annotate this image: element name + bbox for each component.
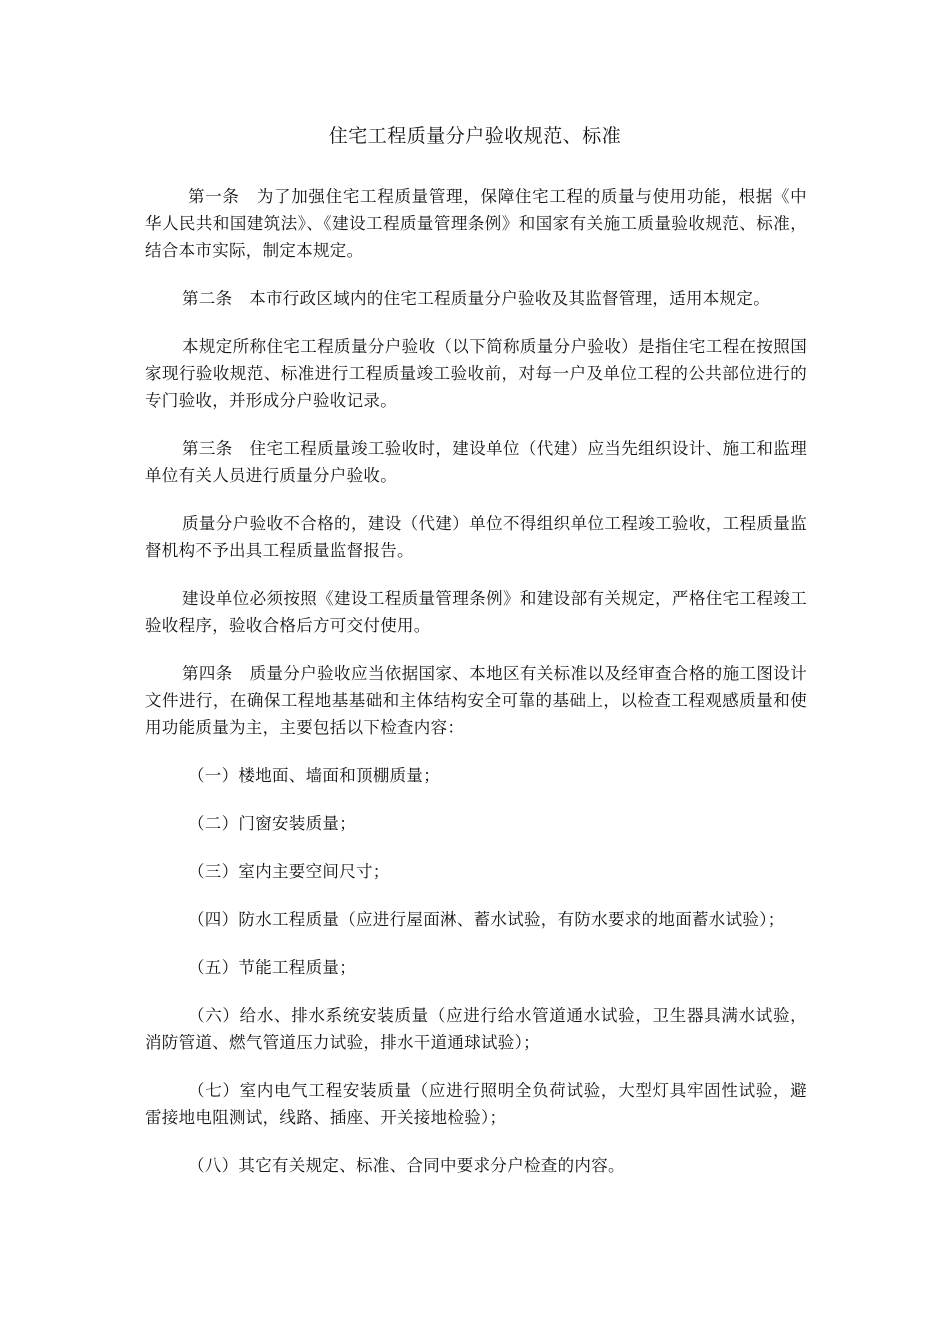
list-item-6: （六）给水、排水系统安装质量（应进行给水管道通水试验，卫生器具满水试验，消防管道、燃气管道压力试验，排水干道通球试验）；: [145, 1006, 807, 1052]
list-item-7: （七）室内电气工程安装质量（应进行照明全负荷试验，大型灯具牢固性试验，避雷接地电阻测试，线路、插座、开关接地检验）；: [145, 1081, 807, 1127]
paragraph-definition: 本规定所称住宅工程质量分户验收（以下简称质量分户验收）是指住宅工程在按照国家现行验收规范、标准进行工程质量竣工验收前，对每一户及单位工程的公共部位进行的专门验收，并形成分户验收记录。: [145, 337, 807, 410]
list-item-1: （一）楼地面、墙面和顶棚质量；: [188, 766, 440, 785]
paragraph-article-1: 第一条 为了加强住宅工程质量管理，保障住宅工程的质量与使用功能，根据《中华人民共和国建筑法》、《建设工程质量管理条例》和国家有关施工质量验收规范、标准，结合本市实际，制定本规定。: [145, 187, 807, 260]
paragraph-article-2: 第二条 本市行政区域内的住宅工程质量分户验收及其监督管理，适用本规定。: [182, 289, 770, 308]
list-item-4: （四）防水工程质量（应进行屋面淋、蓄水试验，有防水要求的地面蓄水试验）；: [188, 910, 785, 929]
list-item-3: （三）室内主要空间尺寸；: [188, 862, 390, 881]
document-body: [145, 183, 807, 1200]
document-title: 住宅工程质量分户验收规范、标准: [328, 125, 622, 147]
paragraph-procedure: 建设单位必须按照《建设工程质量管理条例》和建设部有关规定，严格住宅工程竣工验收程序，验收合格后方可交付使用。: [145, 589, 807, 635]
list-item-8: （八）其它有关规定、标准、合同中要求分户检查的内容。: [188, 1156, 625, 1175]
paragraph-failure-rule: 质量分户验收不合格的，建设（代建）单位不得组织单位工程竣工验收，工程质量监督机构不予出具工程质量监督报告。: [145, 514, 807, 560]
list-item-5: （五）节能工程质量；: [188, 958, 356, 977]
list-item-2: （二）门窗安装质量；: [188, 814, 356, 833]
paragraph-article-3: 第三条 住宅工程质量竣工验收时，建设单位（代建）应当先组织设计、施工和监理单位有关人员进行质量分户验收。: [145, 439, 807, 485]
paragraph-article-4: 第四条 质量分户验收应当依据国家、本地区有关标准以及经审查合格的施工图设计文件进行，在确保工程地基基础和主体结构安全可靠的基础上，以检查工程观感质量和使用功能质量为主，主要包括以下检查内容：: [145, 664, 807, 737]
